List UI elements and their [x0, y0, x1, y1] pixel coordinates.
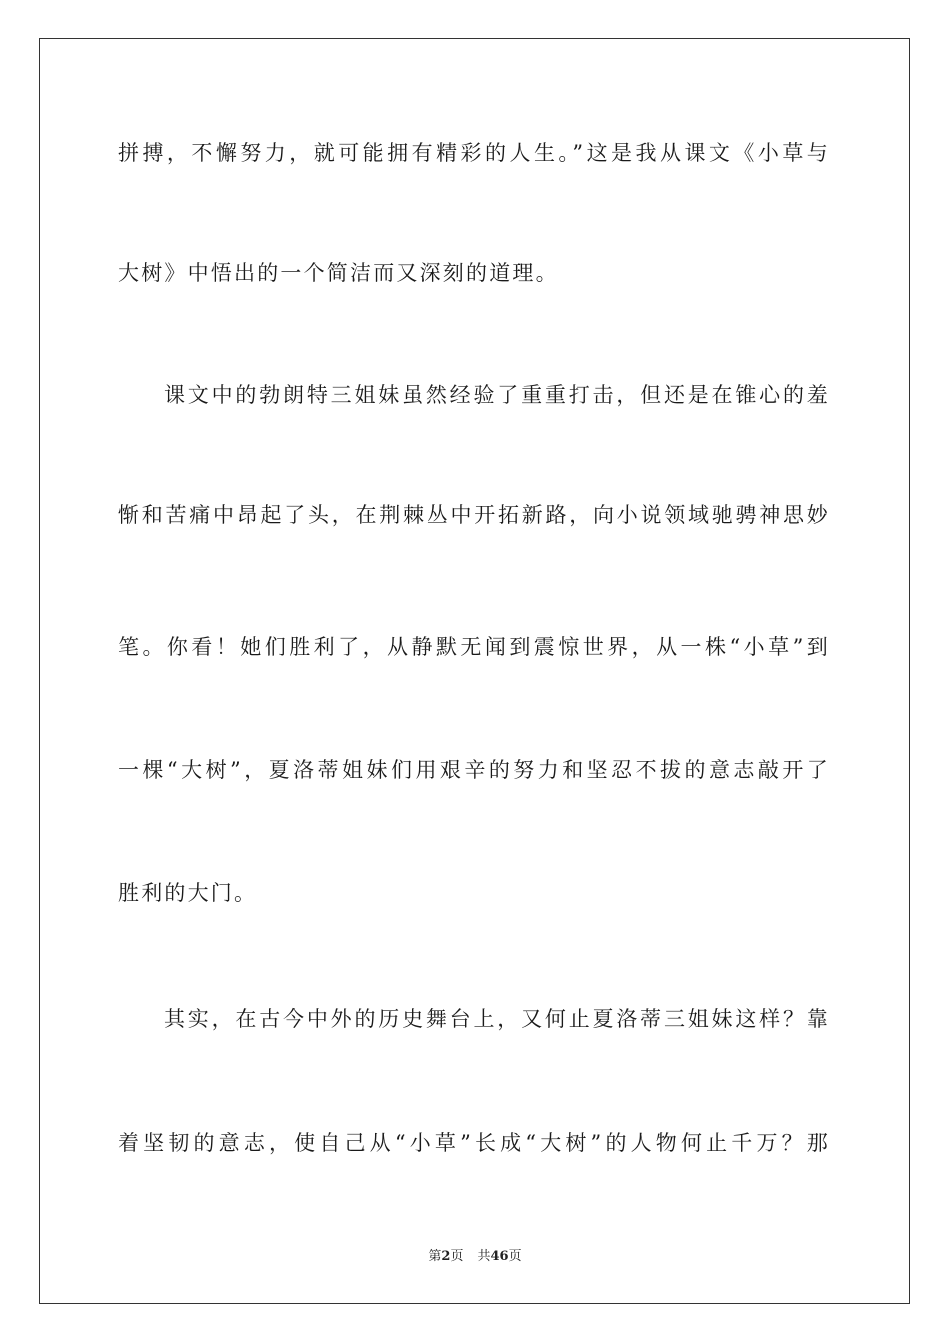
footer-total-pages: 46: [490, 1249, 509, 1264]
footer-page-prefix: 第: [428, 1249, 442, 1264]
page-border: [39, 38, 910, 1304]
footer-total-suffix: 页: [508, 1249, 522, 1264]
body-line-5: 笔。你看！她们胜利了，从静默无闻到震惊世界，从一株“小草”到: [118, 635, 830, 659]
body-line-2: 大树》中悟出的一个简洁而又深刻的道理。: [118, 261, 559, 285]
body-line-1: 拼搏，不懈努力，就可能拥有精彩的人生。”这是我从课文《小草与: [118, 141, 830, 165]
body-line-6: 一棵“大树”，夏洛蒂姐妹们用艰辛的努力和坚忍不拔的意志敲开了: [118, 758, 830, 782]
page-footer: [0, 1248, 950, 1266]
body-line-9: 着坚韧的意志，使自己从“小草”长成“大树”的人物何止千万？那: [118, 1131, 830, 1155]
body-line-4: 惭和苦痛中昂起了头，在荆棘丛中开拓新路，向小说领域驰骋神思妙: [118, 503, 830, 527]
body-line-7: 胜利的大门。: [118, 881, 258, 905]
footer-page-number: 2: [441, 1249, 451, 1264]
footer-total-prefix: 共: [477, 1249, 491, 1264]
body-line-8: 其实，在古今中外的历史舞台上，又何止夏洛蒂三姐妹这样？靠: [164, 1007, 830, 1031]
footer-page-suffix: 页: [450, 1249, 464, 1264]
body-line-3: 课文中的勃朗特三姐妹虽然经验了重重打击，但还是在锥心的羞: [164, 383, 830, 407]
